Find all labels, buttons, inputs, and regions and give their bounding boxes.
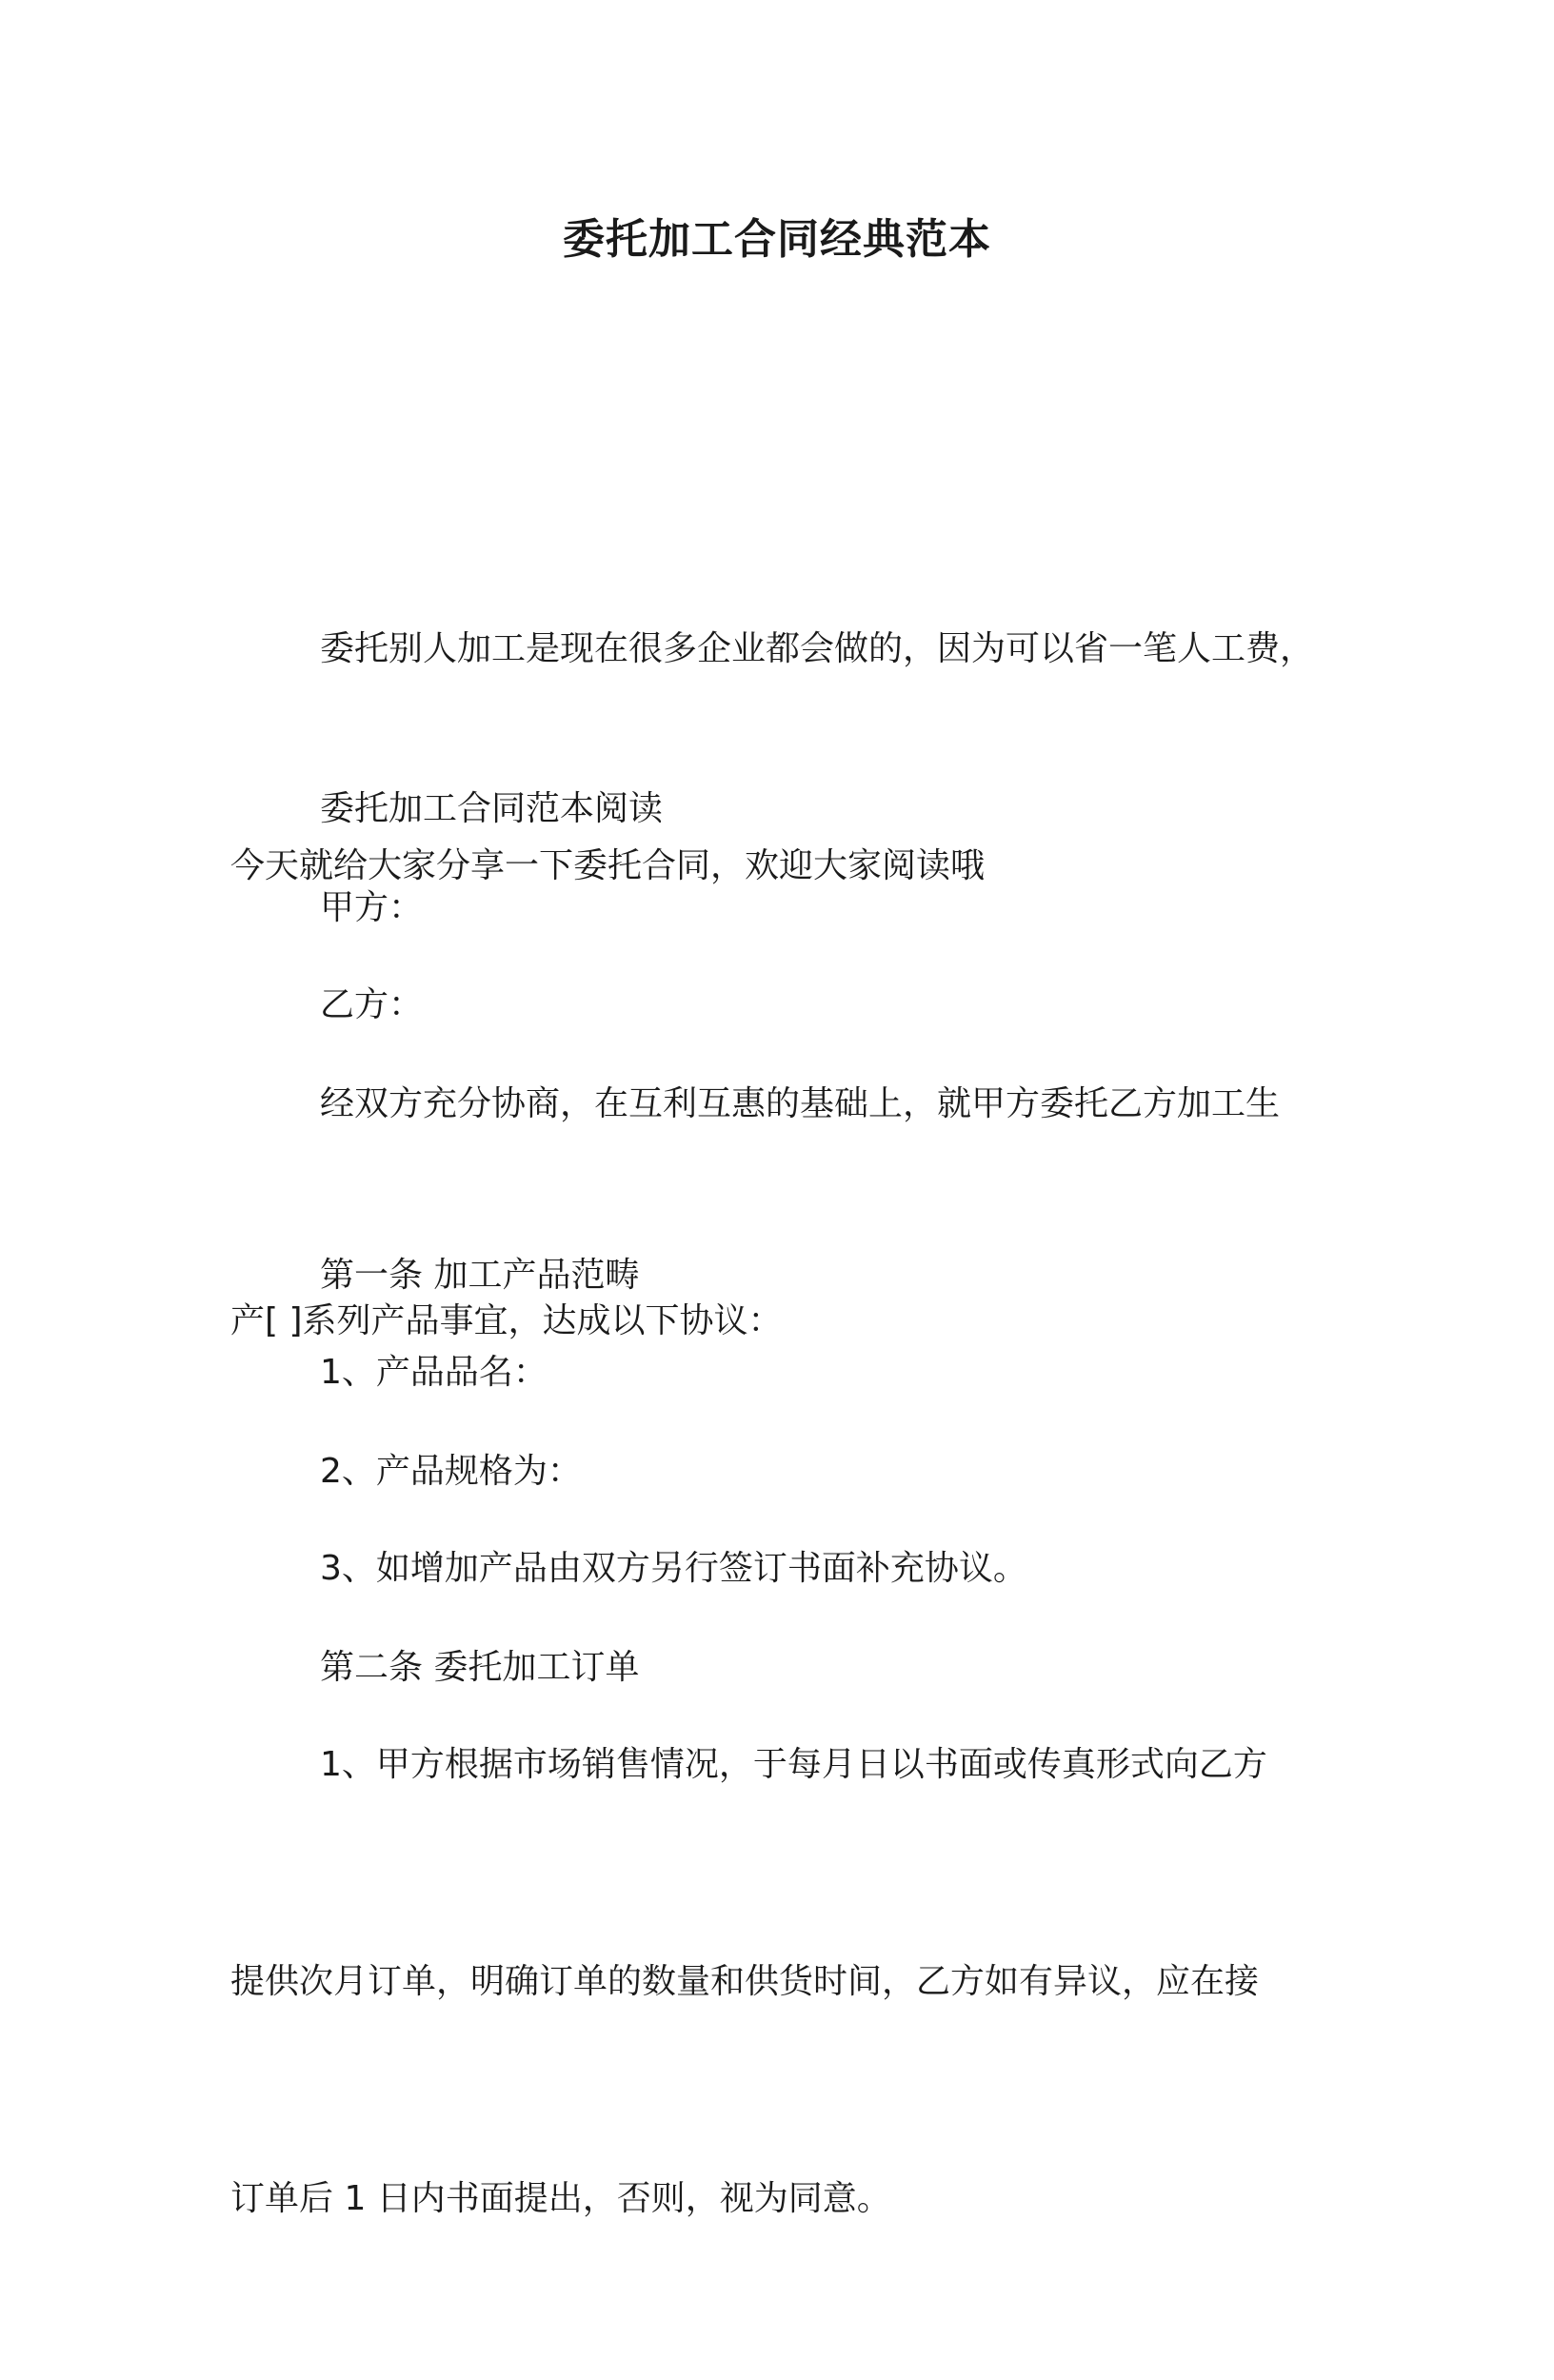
article-2-item-1	[230, 1584, 1335, 2380]
text-line: 乙方：	[320, 985, 424, 1024]
text-line: 订单后 1 日内书面提出，否则，视为同意。	[230, 2179, 891, 2218]
page-title: 委托加工合同经典范本	[563, 215, 991, 264]
text-line: 产[ ]系列产品事宜，达成以下协议：	[230, 1301, 783, 1340]
text-line: 第一条 加工产品范畴	[320, 1256, 640, 1295]
text-line: 第二条 委托加工订单	[320, 1648, 640, 1687]
text-line: 甲方：	[320, 888, 424, 927]
text-line: 2、产品规格为：	[320, 1452, 582, 1491]
text-line: 提供次月订单，明确订单的数量和供货时间，乙方如有异议，应在接	[230, 1962, 1260, 2001]
text-line: 1、甲方根据市场销售情况，于每月日以书面或传真形式向乙方	[320, 1745, 1267, 1784]
text-line: 1、产品品名：	[320, 1353, 548, 1392]
text-line: 3、如增加产品由双方另行签订书面补充协议。	[320, 1549, 1027, 1588]
text-line: 经双方充分协商，在互利互惠的基础上，就甲方委托乙方加工生	[320, 1084, 1281, 1123]
text-line: 今天就给大家分享一下委托合同，欢迎大家阅读哦	[230, 846, 986, 885]
text-line: 委托别人加工是现在很多企业都会做的，因为可以省一笔人工费，	[320, 629, 1315, 668]
text-line: 委托加工合同范本阅读	[320, 789, 664, 828]
